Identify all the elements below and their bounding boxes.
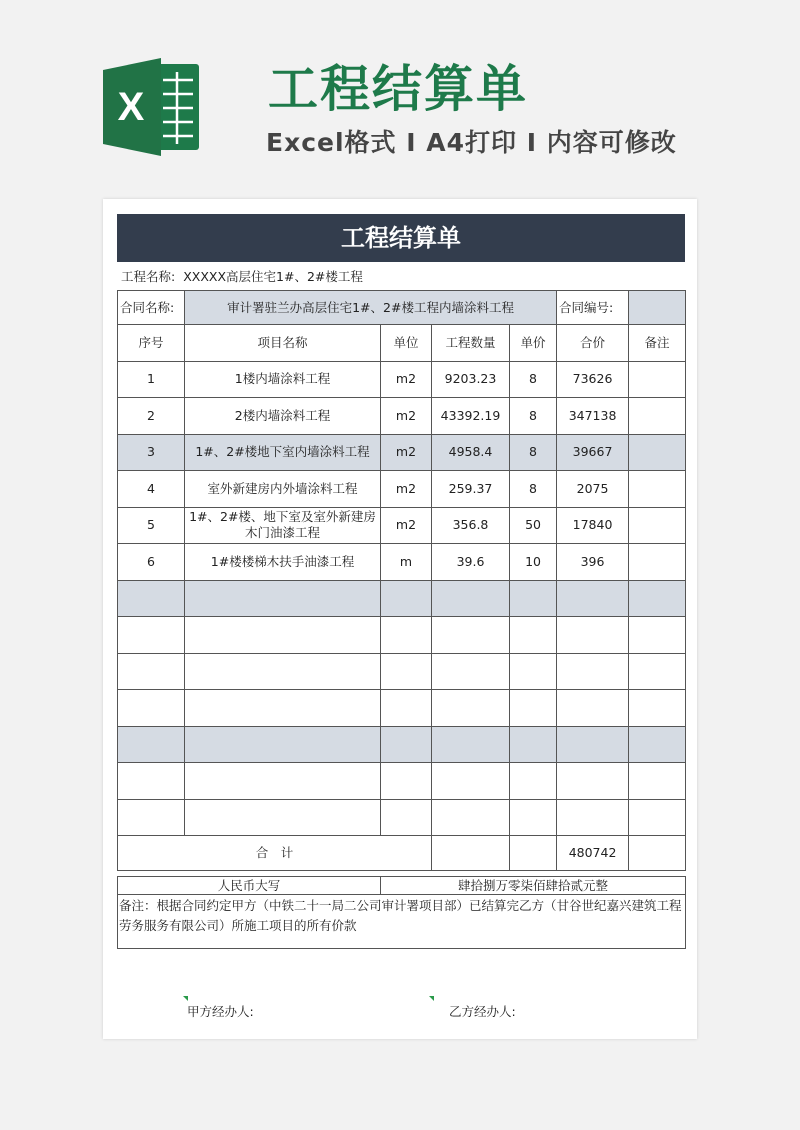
row-unit: m2	[381, 507, 432, 544]
total-row	[118, 836, 686, 871]
table-row	[118, 434, 686, 471]
row-item-name: 2楼内墙涂料工程	[185, 398, 381, 435]
table-row	[118, 544, 686, 581]
row-no: 5	[118, 507, 185, 544]
empty-row	[118, 580, 686, 617]
row-item-name: 室外新建房内外墙涂料工程	[185, 471, 381, 508]
total-label: 合 计	[118, 836, 432, 871]
empty-row	[118, 799, 686, 836]
row-remark	[629, 471, 686, 508]
column-header: 合价	[557, 325, 629, 362]
contract-no-label: 合同编号:	[557, 291, 629, 325]
row-quantity: 356.8	[432, 507, 510, 544]
empty-row	[118, 726, 686, 763]
page-subtitle: Excel格式 I A4打印 I 内容可修改	[266, 128, 677, 157]
empty-row	[118, 690, 686, 727]
row-quantity: 4958.4	[432, 434, 510, 471]
row-unit-price: 50	[510, 507, 557, 544]
row-no: 4	[118, 471, 185, 508]
rmb-amount-table	[117, 876, 686, 895]
row-no: 3	[118, 434, 185, 471]
column-header: 备注	[629, 325, 686, 362]
document-title: 工程结算单	[117, 214, 685, 262]
rmb-label: 人民币大写	[118, 877, 381, 895]
row-remark	[629, 507, 686, 544]
contract-name-label: 合同名称:	[118, 291, 185, 325]
empty-row	[118, 653, 686, 690]
row-no: 2	[118, 398, 185, 435]
row-item-name: 1#楼楼梯木扶手油漆工程	[185, 544, 381, 581]
party-a-signer: 甲方经办人:	[187, 1004, 254, 1019]
project-name-line	[117, 264, 685, 289]
row-remark	[629, 544, 686, 581]
row-no: 1	[118, 361, 185, 398]
party-b-signer: 乙方经办人:	[449, 1004, 516, 1019]
column-header: 序号	[118, 325, 185, 362]
row-quantity: 39.6	[432, 544, 510, 581]
row-quantity: 43392.19	[432, 398, 510, 435]
column-header: 单价	[510, 325, 557, 362]
row-unit: m	[381, 544, 432, 581]
row-item-name: 1楼内墙涂料工程	[185, 361, 381, 398]
row-item-name: 1#、2#楼地下室内墙涂料工程	[185, 434, 381, 471]
row-unit-price: 8	[510, 434, 557, 471]
table-row	[118, 398, 686, 435]
cell-marker-icon	[429, 996, 434, 1001]
contract-no-value	[629, 291, 686, 325]
row-total: 39667	[557, 434, 629, 471]
row-total: 2075	[557, 471, 629, 508]
row-unit: m2	[381, 471, 432, 508]
rmb-amount-words: 肆拾捌万零柒佰肆拾贰元整	[381, 877, 686, 895]
row-unit-price: 8	[510, 471, 557, 508]
row-quantity: 9203.23	[432, 361, 510, 398]
cell-marker-icon	[183, 996, 188, 1001]
row-remark	[629, 434, 686, 471]
contract-row	[118, 291, 686, 325]
excel-logo-icon	[103, 58, 203, 156]
column-header: 单位	[381, 325, 432, 362]
row-no: 6	[118, 544, 185, 581]
logo-letter: X	[117, 85, 145, 129]
row-unit-price: 8	[510, 361, 557, 398]
row-unit: m2	[381, 434, 432, 471]
settlement-table	[117, 290, 686, 871]
column-header: 项目名称	[185, 325, 381, 362]
row-quantity: 259.37	[432, 471, 510, 508]
page-title: 工程结算单	[268, 60, 528, 118]
row-total: 396	[557, 544, 629, 581]
row-remark	[629, 361, 686, 398]
table-row	[118, 361, 686, 398]
total-value: 480742	[557, 836, 629, 871]
contract-name-value: 审计署驻兰办高层住宅1#、2#楼工程内墙涂料工程	[185, 291, 557, 325]
row-unit-price: 10	[510, 544, 557, 581]
project-name-value: XXXXX高层住宅1#、2#楼工程	[183, 269, 363, 284]
table-row	[118, 507, 686, 544]
row-total: 347138	[557, 398, 629, 435]
remark-note: 备注：根据合同约定甲方（中铁二十一局二公司审计署项目部）已结算完乙方（甘谷世纪嘉兴建筑工程劳务服务有限公司）所施工项目的所有价款	[117, 895, 686, 949]
project-name-label: 工程名称:	[121, 269, 176, 284]
document-sheet	[103, 199, 697, 1039]
row-unit: m2	[381, 398, 432, 435]
row-unit-price: 8	[510, 398, 557, 435]
row-remark	[629, 398, 686, 435]
row-item-name: 1#、2#楼、地下室及室外新建房木门油漆工程	[185, 507, 381, 544]
column-header-row	[118, 325, 686, 362]
row-total: 17840	[557, 507, 629, 544]
row-total: 73626	[557, 361, 629, 398]
table-row	[118, 471, 686, 508]
column-header: 工程数量	[432, 325, 510, 362]
header	[0, 0, 800, 200]
empty-row	[118, 617, 686, 654]
empty-row	[118, 763, 686, 800]
row-unit: m2	[381, 361, 432, 398]
